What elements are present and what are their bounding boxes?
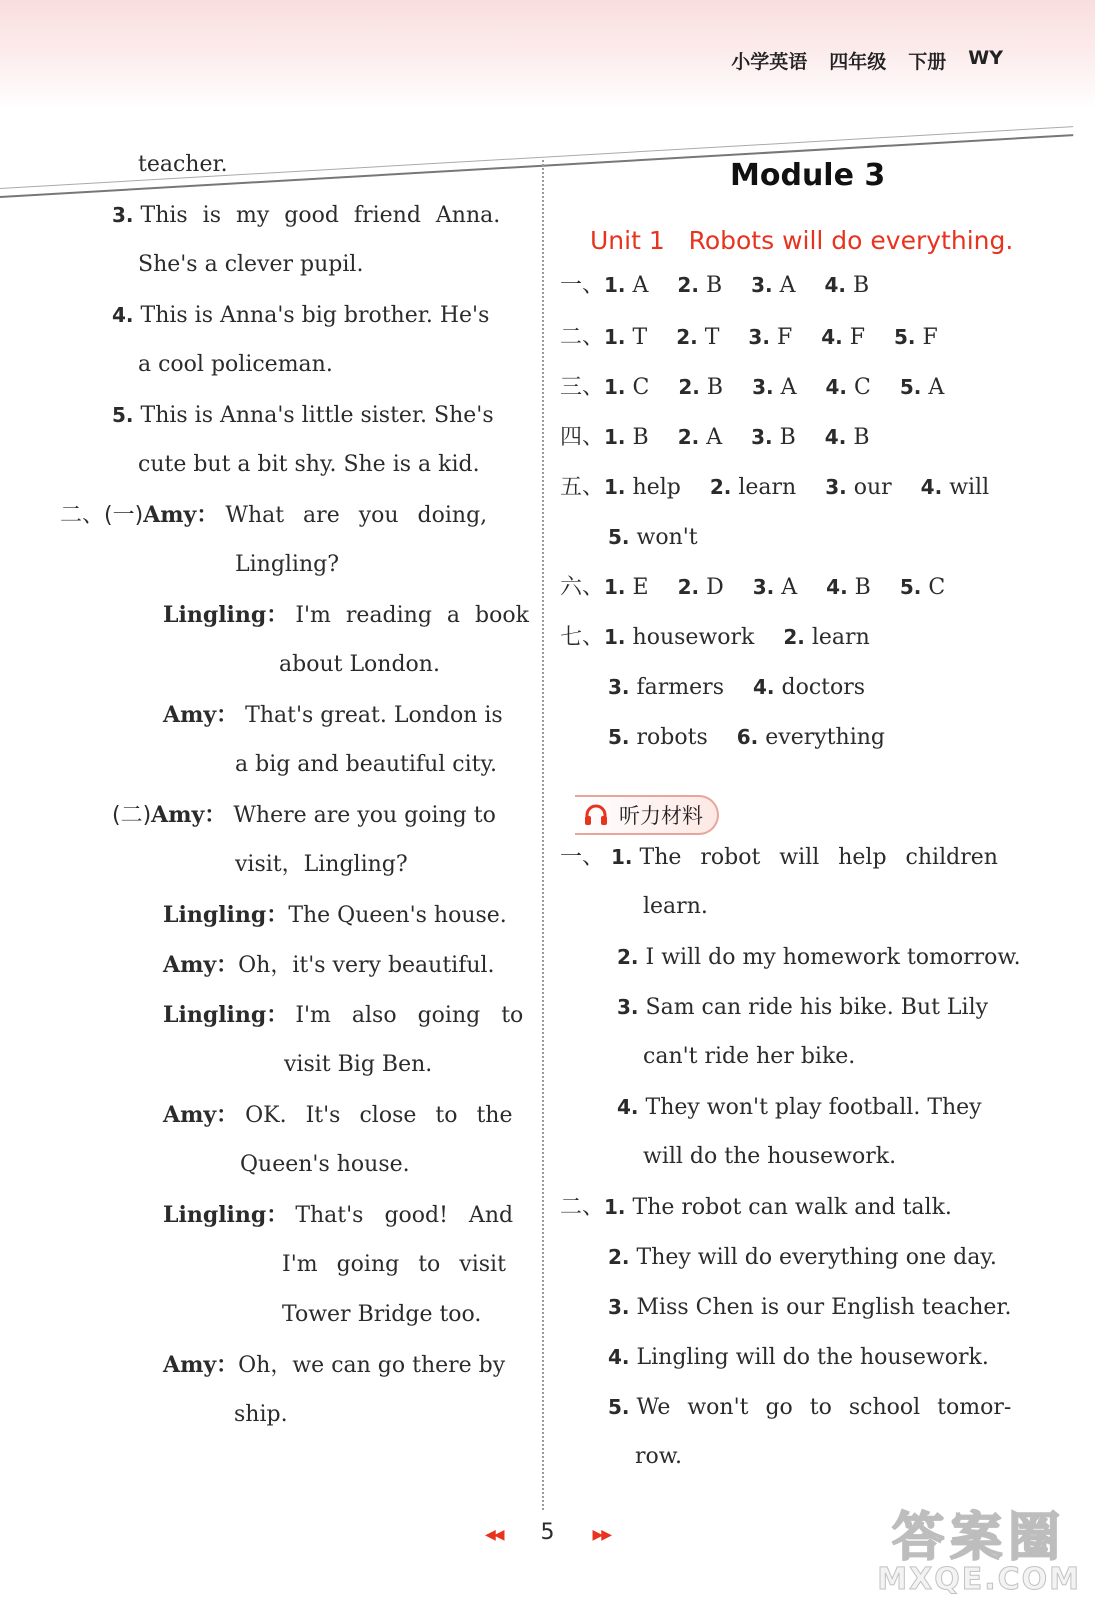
unit-title: Unit 1 Robots will do everything. [590,226,1014,255]
listening-1-item-4-line2: will do the housework. [643,1144,897,1169]
dialogue2-amy-line1: (二)Amy： Where are you going to [112,802,496,828]
listening-2-item-4: 4. Lingling will do the housework. [608,1345,989,1370]
dialogue2-amy4-line1: Amy：Oh，we can go there by [163,1352,506,1378]
answer-row-6: 六、1. E 2. D 3. A 4. B 5. C [560,575,946,600]
listening-2-item-5-line2: row. [635,1444,682,1469]
answer-row-7-cont2: 5. robots 6. everything [608,725,885,750]
left-item-5-line1: 5. This is Anna's little sister. She's [112,403,494,428]
dialogue2-lingling2-line1: Lingling： I'm also going to [163,1002,524,1028]
listening-2-item-2: 2. They will do everything one day. [608,1245,997,1270]
dialogue1-amy2-line1: Amy： That's great. London is [163,702,503,728]
dialogue2-amy4-line2: ship. [234,1402,288,1427]
dialogue2-lingling2-line2: visit Big Ben. [284,1052,433,1077]
answer-row-5: 五、1. help 2. learn 3. our 4. will [560,475,990,500]
header-edition: WY [968,47,1003,69]
listening-1-item-2: 2. I will do my homework tomorrow. [617,945,1021,970]
answer-row-2: 二、1. T 2. T 3. F 4. F 5. F [560,325,938,350]
listening-1-item-3-line2: can't ride her bike. [643,1044,856,1069]
listening-2-item-3: 3. Miss Chen is our English teacher. [608,1295,1012,1320]
dialogue2-amy3-line2: Queen's house. [240,1152,410,1177]
left-item-4-line2: a cool policeman. [138,352,333,377]
prev-arrow-icon: ◀◀ [484,1527,503,1543]
dialogue2-lingling3-line3: Tower Bridge too. [282,1302,482,1327]
page-number: 5 [540,1520,555,1545]
listening-2-item-5-line1: 5. We won't go to school tomor- [608,1395,1012,1420]
header-grade: 四年级 [829,51,887,73]
module-title: Module 3 [730,158,886,193]
answer-row-1: 一、1. A 2. B 3. A 4. B [560,273,870,298]
dialogue1-amy-line2: Lingling? [235,552,340,577]
dialogue1-lingling-line2: about London. [279,652,440,677]
dialogue1-amy2-line2: a big and beautiful city. [235,752,497,777]
header-term: 下册 [908,51,947,73]
listening-2-item-1: 二、1. The robot can walk and talk. [560,1195,952,1220]
dialogue2-lingling3-line1: Lingling： That's good! And [163,1202,514,1228]
listening-label: 听力材料 [619,804,703,828]
left-top-word: teacher. [138,152,228,177]
watermark-logo: 答案圈 MXQE.COM [877,1508,1081,1597]
headphones-icon [583,802,609,828]
header-subject: 小学英语 [731,51,808,73]
answer-row-4: 四、1. B 2. A 3. B 4. B [560,425,870,450]
dialogue1-amy-line1: 二、(一)Amy： What are you doing, [60,502,488,528]
column-divider [542,160,544,1510]
listening-1-item-1-line1: 一、 1. The robot will help children [560,845,998,870]
answer-row-3: 三、1. C 2. B 3. A 4. C 5. A [560,375,945,400]
page-header [731,47,1003,74]
dialogue2-amy2-line1: Amy：Oh，it's very beautiful. [163,952,495,978]
left-item-3-line1: 3. This is my good friend Anna. [112,203,501,228]
listening-section-tag [575,795,719,835]
next-arrow-icon: ▶▶ [592,1527,611,1543]
dialogue2-amy-line2: visit，Lingling? [235,852,408,877]
left-item-3-line2: She's a clever pupil. [138,252,364,277]
listening-1-item-1-line2: learn. [643,894,708,919]
left-item-4-line1: 4. This is Anna's big brother. He's [112,303,490,328]
answer-row-7-cont1: 3. farmers 4. doctors [608,675,866,700]
answer-row-5-cont: 5. won't [608,525,698,550]
listening-1-item-4-line1: 4. They won't play football. They [617,1095,982,1120]
dialogue2-amy3-line1: Amy： OK. It's close to the [163,1102,513,1128]
dialogue1-lingling-line1: Lingling： I'm reading a book [163,602,529,628]
dialogue2-lingling3-line2: I'm going to visit [282,1252,506,1277]
answer-row-7: 七、1. housework 2. learn [560,625,870,650]
listening-1-item-3-line1: 3. Sam can ride his bike. But Lily [617,995,989,1020]
dialogue2-lingling-line1: Lingling：The Queen's house. [163,902,507,928]
left-item-5-line2: cute but a bit shy. She is a kid. [138,452,480,477]
